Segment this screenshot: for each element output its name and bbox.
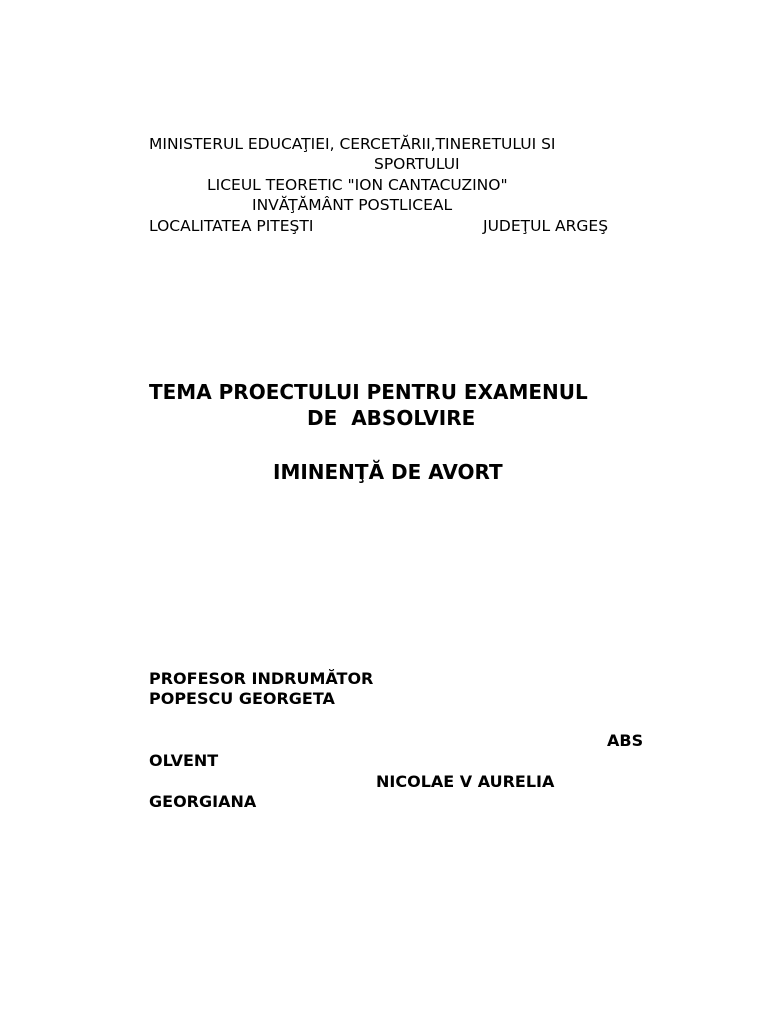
county: JUDEŢUL ARGEŞ: [483, 217, 609, 235]
ministry-name-line1: MINISTERUL EDUCAŢIEI, CERCETĂRII,TINERETULUI SI: [149, 135, 556, 153]
locality: LOCALITATEA PITEŞTI: [149, 217, 314, 235]
title-line1: TEMA PROECTULUI PENTRU EXAMENUL: [149, 380, 588, 404]
graduate-role-part2: OLVENT: [149, 751, 219, 770]
supervisor-name: POPESCU GEORGETA: [149, 689, 335, 708]
graduate-name-part1: NICOLAE V AURELIA: [376, 772, 555, 791]
graduate-role-part1: ABS: [607, 731, 644, 750]
title-line2: DE ABSOLVIRE: [307, 406, 476, 430]
thesis-topic: IMINENŢĂ DE AVORT: [273, 460, 503, 484]
school-name: LICEUL TEORETIC "ION CANTACUZINO": [207, 176, 508, 194]
education-level: INVĂŢĂMÂNT POSTLICEAL: [252, 196, 453, 214]
graduate-name-part2: GEORGIANA: [149, 792, 257, 811]
supervisor-role: PROFESOR INDRUMĂTOR: [149, 669, 374, 688]
ministry-name-line2: SPORTULUI: [374, 155, 460, 173]
